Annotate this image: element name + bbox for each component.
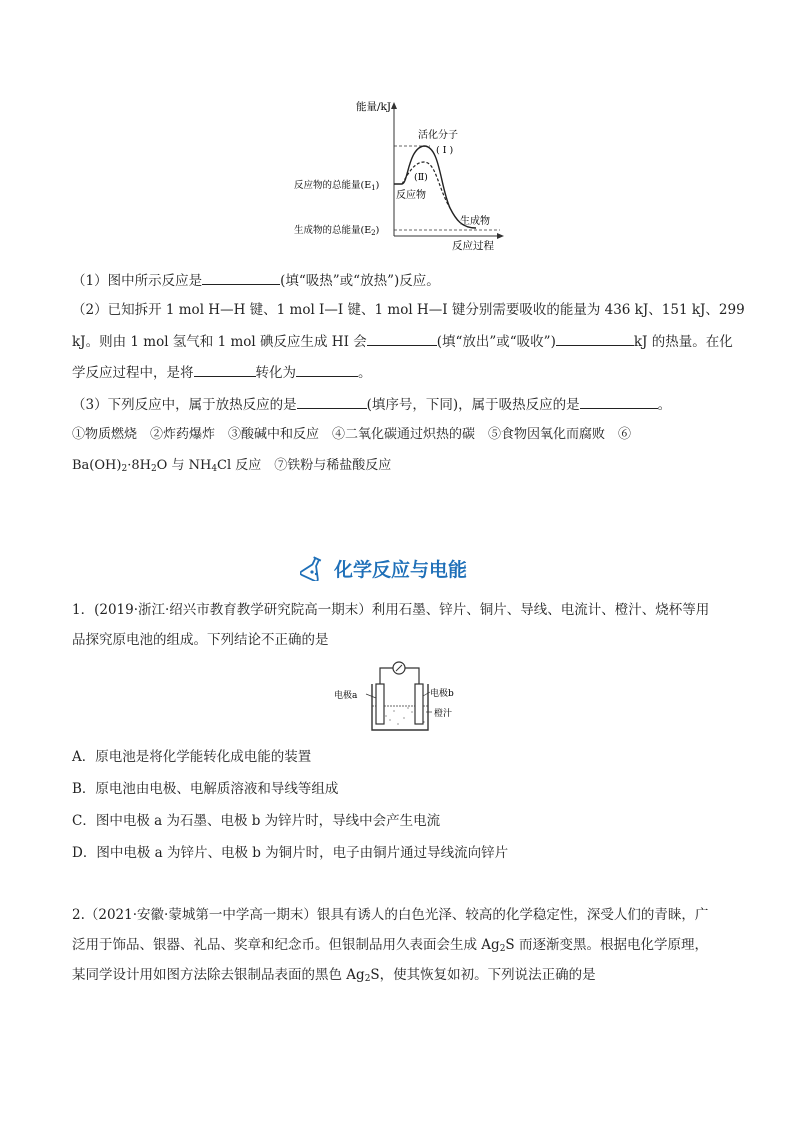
question-2-line2 <box>72 331 733 352</box>
problem-2-line3: 某同学设计用如图方法除去银制品表面的黑色 Ag2S，使其恢复如初。下列说法正确的是 <box>72 967 596 984</box>
answer-blank[interactable] <box>556 331 634 346</box>
product-label: 生成物 <box>460 216 490 227</box>
answer-blank[interactable] <box>202 270 280 285</box>
reactant-label: 反应物 <box>396 190 426 201</box>
option-c[interactable]: C．图中电极 a 为石墨、电极 b 为锌片时，导线中会产生电流 <box>72 813 441 829</box>
electrode-a <box>376 684 384 724</box>
curve2-label: (Ⅱ) <box>414 172 428 183</box>
y-axis-label: 能量/kJ <box>356 101 392 113</box>
option-a[interactable]: A．原电池是将化学能转化成电能的装置 <box>72 749 312 765</box>
q2-text-c: kJ 的热量。在化 <box>633 334 733 350</box>
answer-blank[interactable] <box>194 362 256 377</box>
answer-blank[interactable] <box>296 362 358 377</box>
q1-text-b: (填“吸热”或“放热”)反应。 <box>280 273 440 289</box>
section-heading <box>300 554 467 582</box>
juice-label: 橙汁 <box>434 709 453 719</box>
electrode-b-label: 电极b <box>430 689 454 699</box>
q2-text-a: kJ。则由 1 mol 氢气和 1 mol 碘反应生成 HI 会 <box>72 334 367 350</box>
curve1-label: ( I ) <box>436 145 454 156</box>
energy-diagram <box>290 96 510 256</box>
answer-blank[interactable] <box>580 394 658 409</box>
product-energy-label: 生成物的总能量$(E_2)$ <box>294 225 380 237</box>
problem-2-line1: 2.（2021·安徽·蒙城第一中学高一期末）银具有诱人的白色光泽、较高的化学稳定性，深受人们的青睐，广 <box>72 907 709 923</box>
x-axis-label: 反应过程 <box>452 240 494 252</box>
option-b[interactable]: B．原电池由电极、电解质溶液和导线等组成 <box>72 781 339 797</box>
answer-blank[interactable] <box>297 394 367 409</box>
option-d[interactable]: D．图中电极 a 为锌片、电极 b 为铜片时，电子由铜片通过导线流向锌片 <box>72 845 509 861</box>
question-1 <box>72 270 440 291</box>
galvanic-cell-diagram <box>334 656 474 736</box>
question-2-line1: （2）已知拆开 1 mol H—H 键、1 mol I—I 键、1 mol H—I 键分别需要吸收的能量为 436 kJ、151 kJ、299 <box>72 302 745 318</box>
q2-line3-c: 。 <box>358 365 372 381</box>
x-axis-arrow <box>497 233 504 239</box>
question-3-options-line2: Ba(OH)2·8H2O 与 NH4Cl 反应 ⑦铁粉与稀盐酸反应 <box>72 458 392 474</box>
q3-text-a: （3）下列反应中，属于放热反应的是 <box>72 397 297 413</box>
problem-1-stem-line1: 1．(2019·浙江·绍兴市教育教学研究院高一期末）利用石墨、锌片、铜片、导线、电流计、橙汁、烧杯等用 <box>72 602 710 618</box>
section-title: 化学反应与电能 <box>334 558 468 581</box>
electrode-b <box>415 684 423 724</box>
question-3 <box>72 394 671 415</box>
activated-label: 活化分子 <box>418 130 458 141</box>
q3-text-b: (填序号，下同)，属于吸热反应的是 <box>366 397 580 413</box>
problem-2-line2: 泛用于饰品、银器、礼品、奖章和纪念币。但银制品用久表面会生成 Ag2S 而逐渐变黑。根据电化学原理， <box>72 937 708 954</box>
question-3-options-line1: ①物质燃烧 ②炸药爆炸 ③酸碱中和反应 ④二氧化碳通过炽热的碳 ⑤食物因氧化而腐败 ⑥ <box>72 427 632 442</box>
y-axis-arrow <box>391 102 397 109</box>
electrode-a-label: 电极a <box>334 691 358 701</box>
reactant-energy-label: 反应物的总能量$(E_1)$ <box>294 180 380 192</box>
answer-blank[interactable] <box>367 331 437 346</box>
q2-text-b: (填“放出”或“吸收”) <box>436 334 556 350</box>
problem-1-stem-line2: 品探究原电池的组成。下列结论不正确的是 <box>72 632 329 648</box>
q1-text-a: （1）图中所示反应是 <box>72 273 203 289</box>
q2-line3-a: 学反应过程中，是将 <box>72 365 194 381</box>
q2-line3-b: 转化为 <box>255 365 296 381</box>
q3-text-c: 。 <box>657 397 672 413</box>
flask-icon <box>300 555 326 581</box>
question-2-line3 <box>72 362 372 383</box>
